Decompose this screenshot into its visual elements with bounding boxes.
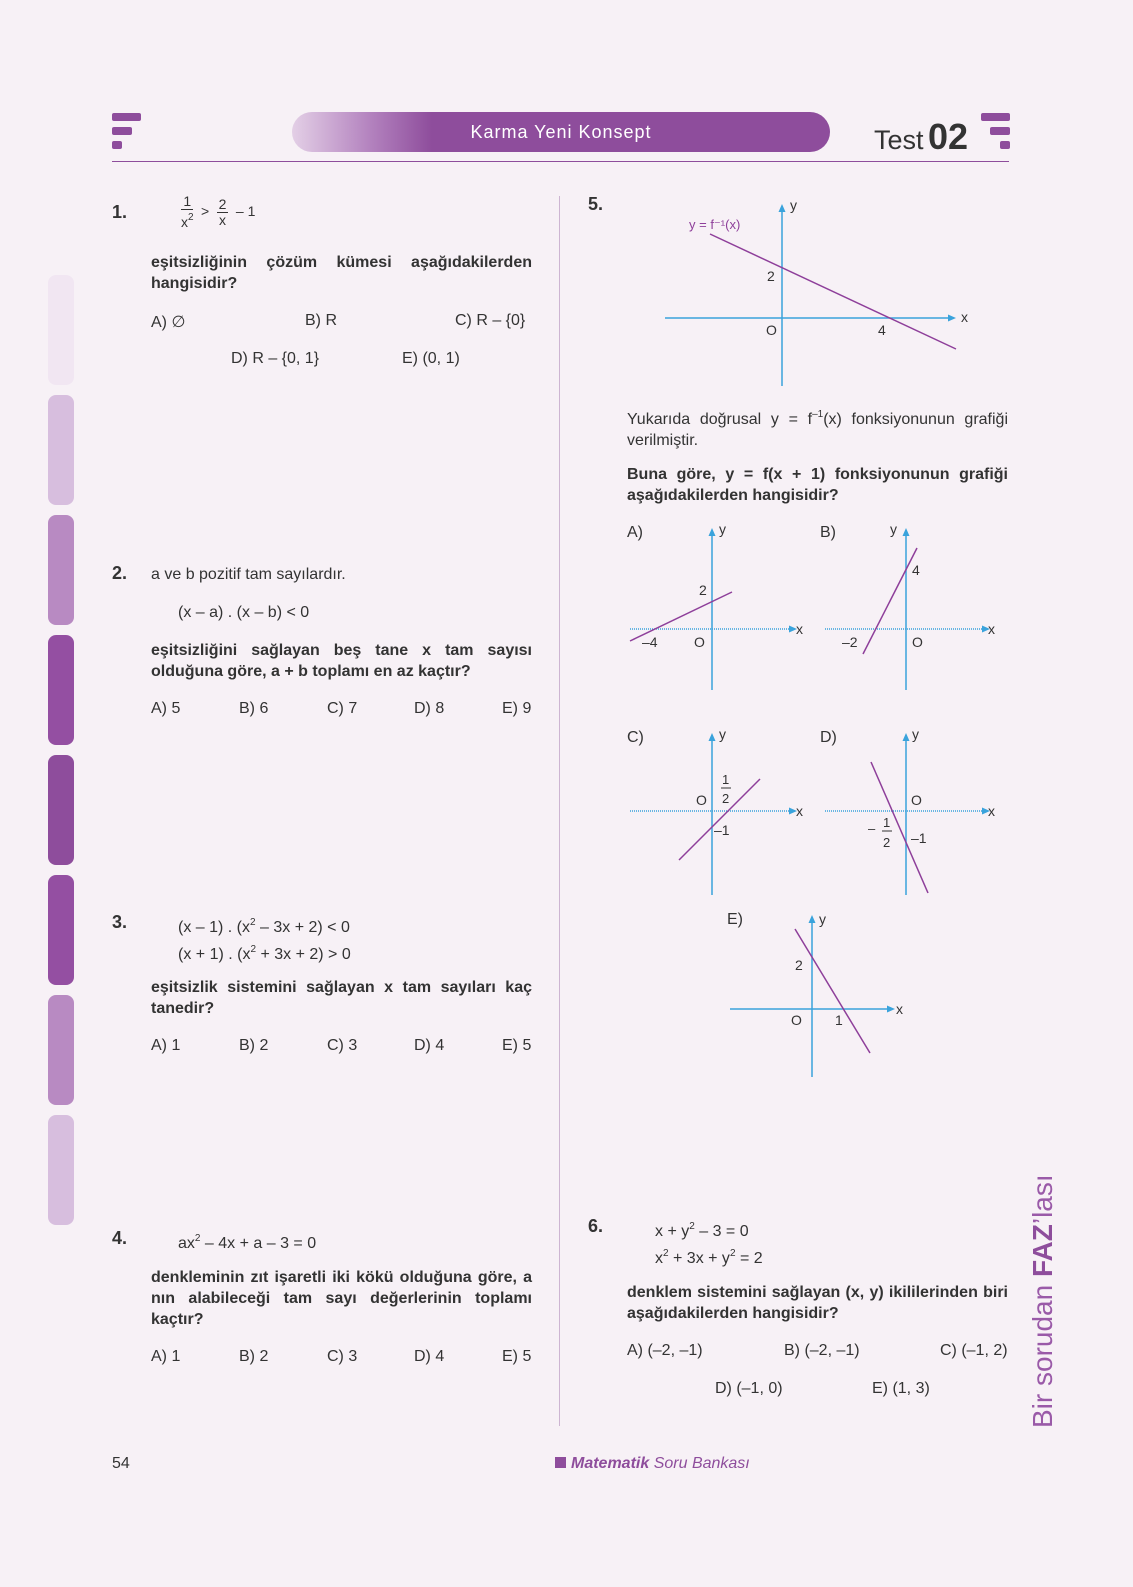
- q5-option-d-graph[interactable]: [820, 725, 1005, 897]
- q5d-axis-x: x: [988, 803, 995, 819]
- q6-line2-a: x: [655, 1250, 663, 1267]
- q5a-origin: O: [694, 634, 705, 650]
- q5-number: 5.: [588, 194, 604, 214]
- q5-function-line: [710, 234, 956, 349]
- q4-option-a[interactable]: A) 1: [151, 1348, 181, 1365]
- q5a-mark-2: 2: [699, 582, 707, 598]
- side-tab-8: [48, 1115, 74, 1225]
- q5c-line: [679, 779, 760, 860]
- header-logo-right: [980, 113, 1010, 153]
- q2-option-b[interactable]: B) 6: [239, 700, 269, 717]
- column-divider: [559, 196, 560, 1426]
- q4-eq-exp: 2: [194, 1233, 201, 1244]
- q5a-y-arrow: [709, 528, 716, 536]
- q3-option-e[interactable]: E) 5: [502, 1037, 532, 1054]
- q1-rhs-num: 2: [218, 195, 227, 212]
- q5-option-b-graph[interactable]: [820, 520, 1005, 692]
- q5e-y-arrow: [809, 915, 816, 923]
- q3-prompt: eşitsizlik sistemini sağlayan x tam sayıları kaç tanedir?: [151, 979, 532, 1017]
- q5c-origin: O: [696, 792, 707, 808]
- q5-option-a-label[interactable]: A): [627, 524, 643, 541]
- q6-line2-b: + 3x + y: [668, 1250, 730, 1267]
- q5-y-arrow: [779, 204, 786, 212]
- footer-book-title: [555, 1455, 750, 1473]
- q5-option-d-label[interactable]: D): [820, 729, 837, 746]
- q1-lhs-exp: 2: [188, 212, 194, 223]
- q6-line1-a: x + y: [655, 1223, 690, 1240]
- q5-desc-a: Yukarıda doğrusal y = f: [627, 411, 813, 428]
- q1-option-d[interactable]: D) R – {0, 1}: [231, 350, 320, 367]
- header-logo: [112, 113, 142, 153]
- side-slogan-faz: FAZ: [1027, 1224, 1058, 1278]
- q4-number: 4.: [112, 1228, 128, 1248]
- banner: [292, 112, 830, 152]
- q3-option-b[interactable]: B) 2: [239, 1037, 269, 1054]
- q5b-mark-neg2: –2: [842, 634, 858, 650]
- q3-option-d[interactable]: D) 4: [414, 1037, 445, 1054]
- q6-line1-exp: 2: [689, 1221, 695, 1232]
- side-tab-4: [48, 635, 74, 745]
- q5c-axis-y: y: [719, 726, 726, 742]
- q4-option-e[interactable]: E) 5: [502, 1348, 532, 1365]
- q3-option-c[interactable]: C) 3: [327, 1037, 358, 1054]
- q5d-frac-den: 2: [883, 835, 891, 850]
- q6-prompt: denklem sistemini sağlayan (x, y) ikililerinden biri aşağıdakilerden hangisidir?: [627, 1284, 1008, 1322]
- q4-eq-a: ax: [178, 1235, 195, 1252]
- q3-line1-b: – 3x + 2) < 0: [255, 919, 350, 936]
- q1-option-e[interactable]: E) (0, 1): [402, 350, 460, 367]
- q3-line1-a: (x – 1) . (x: [178, 919, 251, 936]
- q5d-frac-sign: –: [868, 821, 876, 836]
- q5-option-e-graph[interactable]: [725, 907, 910, 1079]
- q6-line2-c: = 2: [735, 1250, 763, 1267]
- q5d-origin: O: [911, 792, 922, 808]
- q5-x-intercept: 4: [878, 322, 886, 338]
- q1-option-b[interactable]: B) R: [305, 312, 337, 329]
- side-tab-5: [48, 755, 74, 865]
- q2-expression: (x – a) . (x – b) < 0: [178, 604, 310, 621]
- q6-option-a[interactable]: A) (–2, –1): [627, 1342, 703, 1359]
- side-slogan-a: Bir sorudan: [1027, 1277, 1058, 1428]
- q5d-axis-y: y: [912, 726, 919, 742]
- q5-description: [627, 404, 1008, 451]
- q2-option-c[interactable]: C) 7: [327, 700, 358, 717]
- q5e-axis-x: x: [896, 1001, 903, 1017]
- q5-axis-y: y: [790, 197, 797, 213]
- q5d-line: [871, 762, 928, 893]
- q3-line2-exp: 2: [250, 944, 257, 955]
- q4-option-c[interactable]: C) 3: [327, 1348, 358, 1365]
- q5-main-graph: [660, 196, 980, 388]
- page-number: 54: [112, 1455, 130, 1472]
- q3-number: 3.: [112, 912, 128, 932]
- q6-line1-b: – 3 = 0: [694, 1223, 749, 1240]
- q3-line2-b: + 3x + 2) > 0: [256, 946, 351, 963]
- q5-option-e-label[interactable]: E): [727, 911, 743, 928]
- q5c-frac-num: 1: [722, 772, 730, 787]
- q6-option-b[interactable]: B) (–2, –1): [784, 1342, 860, 1359]
- q5-y-intercept: 2: [767, 268, 775, 284]
- q5b-mark-4: 4: [912, 562, 920, 578]
- q4-equation: [178, 1228, 316, 1254]
- q1-number: 1.: [112, 202, 128, 222]
- q5a-mark-neg4: –4: [642, 634, 658, 650]
- q5c-y-arrow: [709, 733, 716, 741]
- test-label: [874, 116, 968, 158]
- footer-book-a: Matematik: [571, 1455, 650, 1472]
- q3-line1: [178, 912, 350, 938]
- side-tab-3: [48, 515, 74, 625]
- q1-lhs-den: x: [181, 214, 188, 230]
- q5c-axis-x: x: [796, 803, 803, 819]
- test-number: 02: [927, 116, 969, 157]
- q5d-frac-num: 1: [883, 815, 891, 830]
- q5c-frac-den: 2: [722, 791, 730, 806]
- q1-option-a[interactable]: A) ∅: [151, 314, 186, 331]
- q5e-mark-2: 2: [795, 957, 803, 973]
- q6-line2-exp1: 2: [663, 1248, 669, 1259]
- q5b-axis-x: x: [988, 621, 995, 637]
- q6-line1: [655, 1216, 749, 1242]
- q5-option-b-label[interactable]: B): [820, 524, 836, 541]
- q2-option-a[interactable]: A) 5: [151, 700, 181, 717]
- q5-option-c-graph[interactable]: [625, 725, 810, 897]
- q3-line2: [178, 939, 351, 965]
- q4-eq-b: – 4x + a – 3 = 0: [200, 1235, 317, 1252]
- q1-op: >: [201, 203, 210, 220]
- side-tab-1: [48, 275, 74, 385]
- q5-axis-x: x: [961, 309, 968, 325]
- q5-prompt: Buna göre, y = f(x + 1) fonksiyonunun grafiği aşağıdakilerden hangisidir?: [627, 466, 1008, 504]
- q3-line1-exp: 2: [250, 917, 256, 928]
- test-word: Test: [874, 125, 924, 155]
- q1-lhs-num: 1: [183, 193, 192, 209]
- side-slogan: [1027, 1174, 1059, 1428]
- q5b-line: [863, 548, 917, 654]
- q5e-x-arrow: [887, 1006, 895, 1013]
- side-tab-6: [48, 875, 74, 985]
- banner-title: Karma Yeni Konsept: [470, 122, 652, 142]
- header-rule: [112, 161, 1009, 162]
- q3-option-a[interactable]: A) 1: [151, 1037, 181, 1054]
- q5-origin: O: [766, 322, 777, 338]
- q2-number: 2.: [112, 563, 128, 583]
- q5a-axis-y: y: [719, 521, 726, 537]
- q1-tail: – 1: [235, 203, 256, 220]
- q5e-line: [795, 929, 870, 1053]
- q2-option-e[interactable]: E) 9: [502, 700, 532, 717]
- footer-square-icon: [555, 1457, 566, 1468]
- side-tab-2: [48, 395, 74, 505]
- q5-option-c-label[interactable]: C): [627, 729, 644, 746]
- footer-book-b: Soru Bankası: [649, 1455, 750, 1472]
- q6-option-e[interactable]: E) (1, 3): [872, 1380, 930, 1397]
- q6-option-d[interactable]: D) (–1, 0): [715, 1380, 783, 1397]
- q6-number: 6.: [588, 1216, 604, 1236]
- q1-option-c[interactable]: C) R – {0}: [455, 312, 526, 329]
- q5c-mark-neg1: –1: [714, 822, 730, 838]
- q4-option-b[interactable]: B) 2: [239, 1348, 269, 1365]
- q5-desc-b: (x) fonksiyonunun grafiği verilmiştir.: [627, 411, 1008, 449]
- q5-graph-label: y = f⁻¹(x): [689, 217, 741, 232]
- q5d-y-arrow: [903, 733, 910, 741]
- q6-option-c[interactable]: C) (–1, 2): [940, 1342, 1008, 1359]
- q4-option-d[interactable]: D) 4: [414, 1348, 445, 1365]
- side-tab-7: [48, 995, 74, 1105]
- q5-option-a-graph[interactable]: [625, 520, 810, 692]
- q3-line2-a: (x + 1) . (x: [178, 946, 251, 963]
- q5b-axis-y: y: [890, 521, 897, 537]
- q2-prompt: eşitsizliğini sağlayan beş tane x tam sayısı olduğuna göre, a + b toplamı en az kaçtır?: [151, 642, 532, 680]
- q5a-axis-x: x: [796, 621, 803, 637]
- q1-rhs-den: x: [219, 211, 227, 228]
- q2-intro: a ve b pozitif tam sayılardır.: [151, 566, 346, 583]
- q6-line2: [655, 1243, 763, 1269]
- q6-line2-exp2: 2: [729, 1248, 736, 1259]
- q5-desc-exp: –1: [812, 409, 824, 420]
- q5d-mark-neg1: –1: [911, 830, 927, 846]
- side-slogan-c: ’lası: [1027, 1174, 1058, 1225]
- q5e-mark-1: 1: [835, 1012, 843, 1028]
- q5e-origin: O: [791, 1012, 802, 1028]
- q5-x-arrow: [948, 315, 956, 322]
- q5b-y-arrow: [903, 528, 910, 536]
- q1-prompt: eşitsizliğinin çözüm kümesi aşağıdakilerden hangisidir?: [151, 254, 532, 292]
- q2-option-d[interactable]: D) 8: [414, 700, 445, 717]
- q5b-origin: O: [912, 634, 923, 650]
- q5e-axis-y: y: [819, 911, 826, 927]
- q1-inequality: [178, 194, 255, 230]
- q4-prompt: denkleminin zıt işaretli iki kökü olduğuna göre, a nın alabileceği tam sayı değerlerinin toplamı kaçtır?: [151, 1269, 532, 1328]
